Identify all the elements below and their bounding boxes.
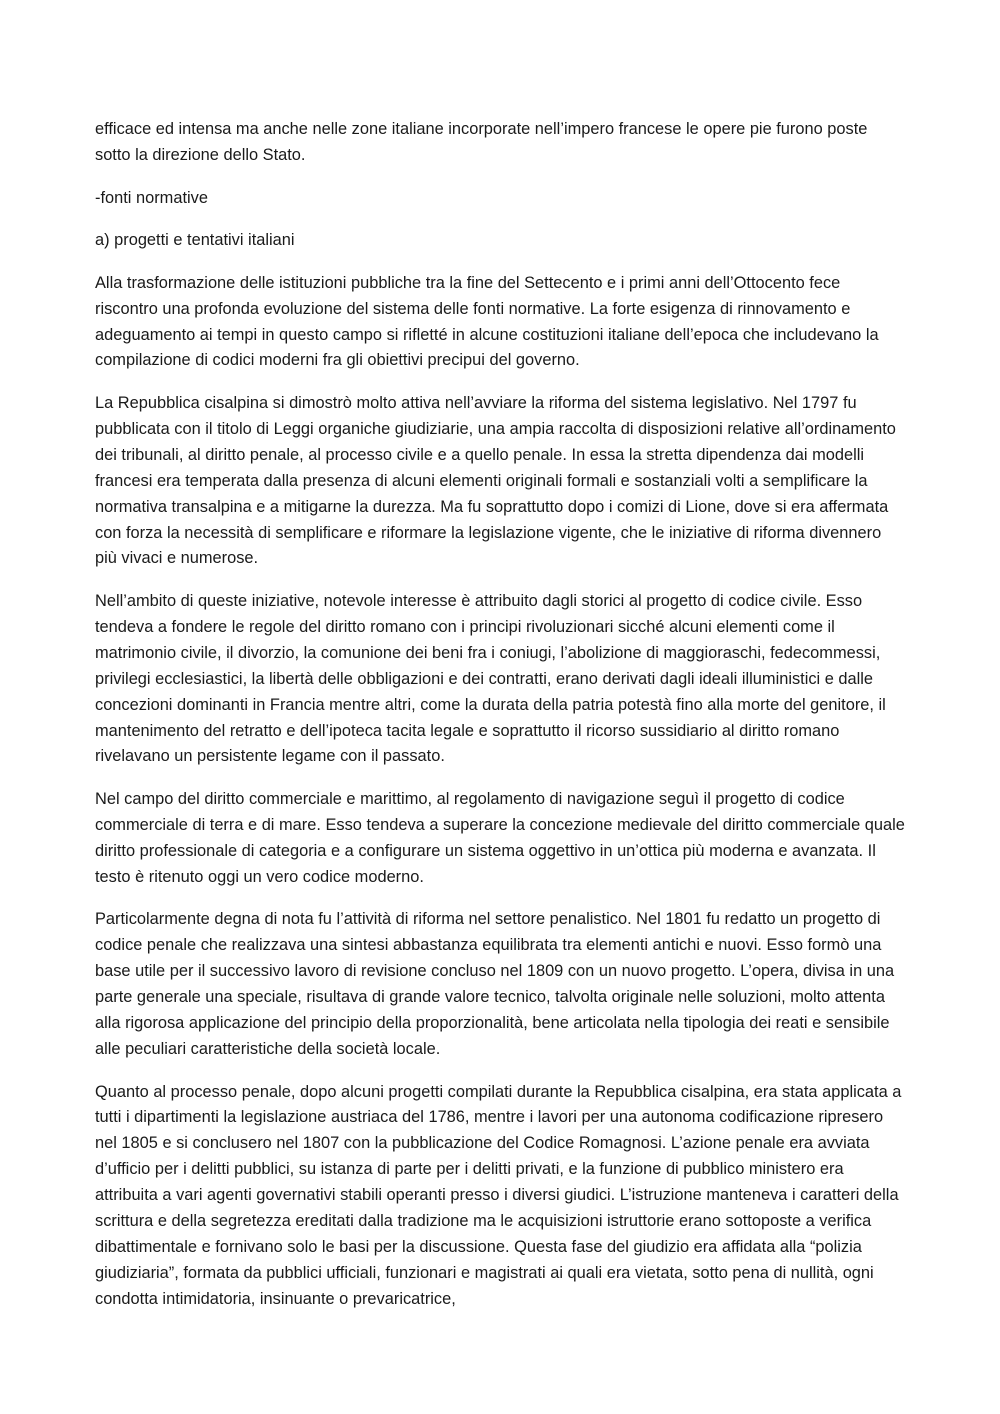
paragraph: Quanto al processo penale, dopo alcuni progetti compilati durante la Repubblica cisalpina, era stata applicata a tutti i dipartimenti la legislazione austriaca del 1786, mentre i lavori per una autonoma codificazione ripresero nel 1805 e si conclusero nel 1807 con la pubblicazione del Codice Romagnosi. L’azione penale era avviata d’ufficio per i delitti pubblici, su istanza di parte per i delitti privati, e la funzione di pubblico ministero era attribuita a vari agenti governativi stabili operanti presso i diversi giudici. L’istruzione manteneva i caratteri della scrittura e della segretezza ereditati dalla tradizione ma le acquisizioni istruttorie erano sottoposte a verifica dibattimentale e fornivano solo le basi per la discussione. Questa fase del giudizio era affidata alla “polizia giudiziaria”, formata da pubblici ufficiali, funzionari e magistrati ai quali era vietata, sotto pena di nullità, ogni condotta intimidatoria, insinuante o prevaricatrice,: [95, 1082, 902, 1308]
paragraph: La Repubblica cisalpina si dimostrò molto attiva nell’avviare la riforma del sistema legislativo. Nel 1797 fu pubblicata con il titolo di Leggi organiche giudiziarie, una ampia raccolta di disposizioni relative all’ordinamento dei tribunali, al diritto penale, al processo civile e a quello penale. In essa la stretta dipendenza dai modelli francesi era temperata dalla presenza di alcuni elementi originali formali e sostanziali volti a semplificare la normativa transalpina e a mitigarne la durezza. Ma fu soprattutto dopo i comizi di Lione, dove si era affermata con forza la necessità di semplificare e riformare la legislazione vigente, che le iniziative di riforma divennero più vivaci e numerose.: [95, 394, 896, 568]
paragraph: Alla trasformazione delle istituzioni pubbliche tra la fine del Settecento e i primi anni dell’Ottocento fece riscontro una profonda evoluzione del sistema delle fonti normative. La forte esigenza di rinnovamento e adeguamento ai tempi in questo campo si rifletté in alcune costituzioni italiane dell’epoca che includevano la compilazione di codici moderni fra gli obiettivi precipui del governo.: [95, 273, 879, 370]
paragraph: Nel campo del diritto commerciale e marittimo, al regolamento di navigazione seguì il progetto di codice commerciale di terra e di mare. Esso tendeva a superare la concezione medievale del diritto commerciale quale diritto professionale di categoria e a configurare un sistema oggettivo in un’ottica più moderna e avanzata. Il testo è ritenuto oggi un vero codice moderno.: [95, 790, 905, 886]
document-body: [95, 117, 907, 1329]
section-heading: -fonti normative: [95, 188, 208, 207]
paragraph: Particolarmente degna di nota fu l’attività di riforma nel settore penalistico. Nel 1801 fu redatto un progetto di codice penale che realizzava una sintesi abbastanza equilibrata tra elementi antichi e nuovi. Esso formò una base utile per il successivo lavoro di revisione concluso nel 1809 con un nuovo progetto. L’opera, divisa in una parte generale una speciale, risultava di grande valore tecnico, talvolta originale nelle soluzioni, molto attenta alla rigorosa applicazione del principio della proporzionalità, bene articolata nella tipologia dei reati e sensibile alle peculiari caratteristiche della società locale.: [95, 910, 895, 1058]
subsection-heading: a) progetti e tentativi italiani: [95, 231, 295, 250]
paragraph-continuation: efficace ed intensa ma anche nelle zone italiane incorporate nell’impero francese le opere pie furono poste sotto la direzione dello Stato.: [95, 120, 868, 164]
paragraph: Nell’ambito di queste iniziative, notevole interesse è attribuito dagli storici al progetto di codice civile. Esso tendeva a fondere le regole del diritto romano con i principi rivoluzionari sicché alcuni elementi come il matrimonio civile, il divorzio, la comunione dei beni fra i coniugi, l’abolizione di maggioraschi, fedecommessi, privilegi ecclesiastici, la libertà delle obbligazioni e dei contratti, erano derivati dagli ideali illuministici e dalle concezioni dominanti in Francia mentre altri, come la durata della patria potestà fino alla morte del genitore, il mantenimento del retratto e dell’ipoteca tacita legale e soprattutto il ricorso sussidiario al diritto romano rivelavano un persistente legame con il passato.: [95, 592, 886, 766]
